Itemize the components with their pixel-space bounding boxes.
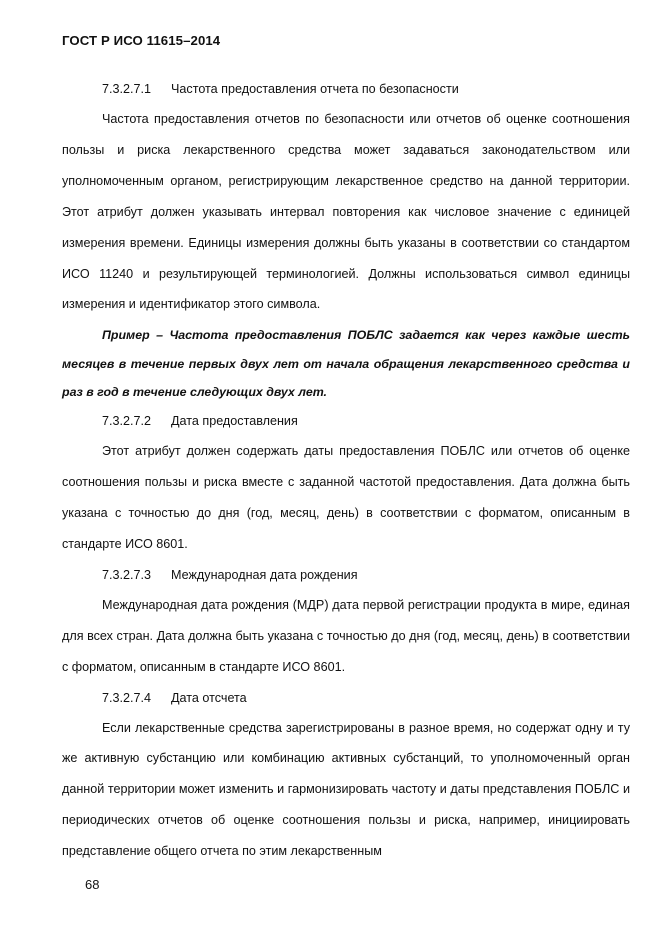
paragraph: Этот атрибут должен содержать даты предоставления ПОБЛС или отчетов об оценке соотношения пользы и риска вместе с заданной частотой предоставления. Дата должна быть указана с точностью до дня (год, месяц, день) в соответствии с форматом, описанным в стандарте ИСО 8601.: [62, 444, 630, 551]
paragraph: Международная дата рождения (МДР) дата первой регистрации продукта в мире, единая для всех стран. Дата должна быть указана с точностью до дня (год, месяц, день) в соответствии с форматом, описанным в стандарте ИСО 8601.: [62, 597, 630, 674]
section-number: 7.3.2.7.3: [102, 567, 152, 582]
document-body: [62, 74, 630, 867]
section-heading: [62, 74, 630, 104]
section-heading: [62, 683, 630, 713]
section-title: Дата предоставления: [171, 414, 298, 429]
page-number: 68: [85, 877, 100, 892]
section-title: Частота предоставления отчета по безопасности: [171, 82, 459, 96]
section-number: 7.3.2.7.1: [102, 82, 152, 96]
section-heading: [62, 560, 630, 590]
section-title: Международная дата рождения: [171, 567, 358, 582]
section-number: 7.3.2.7.2: [102, 414, 152, 429]
section-title: Дата отсчета: [171, 690, 247, 705]
example-note: Пример – Частота предоставления ПОБЛС задается как через каждые шесть месяцев в течение первых двух лет от начала обращения лекарственного средства и раз в год в течение следующих двух лет.: [62, 328, 630, 399]
section-heading: [62, 406, 630, 436]
paragraph: Если лекарственные средства зарегистрированы в разное время, но содержат одну и ту же активную субстанцию или комбинацию активных субстанций, то уполномоченный орган данной территории может изменить и гармонизировать частоту и даты представления ПОБЛС и периодических отчетов об оценке соотношения пользы и риска, например, инициировать представление общего отчета по этим лекарственным: [62, 720, 630, 859]
paragraph: Частота предоставления отчетов по безопасности или отчетов об оценке соотношения пользы и риска лекарственного средства может задаваться законодательством или уполномоченным органом, регистрирующим лекарственное средство на данной территории. Этот атрибут должен указывать интервал повторения как числовое значение с единицей измерения времени. Единицы измерения должны быть указаны в соответствии со стандартом ИСО 11240 и результирующей терминологией. Должны использоваться символ единицы измерения и идентификатор этого символа.: [62, 112, 630, 312]
document-header: ГОСТ Р ИСО 11615–2014: [62, 33, 221, 48]
section-number: 7.3.2.7.4: [102, 690, 152, 705]
